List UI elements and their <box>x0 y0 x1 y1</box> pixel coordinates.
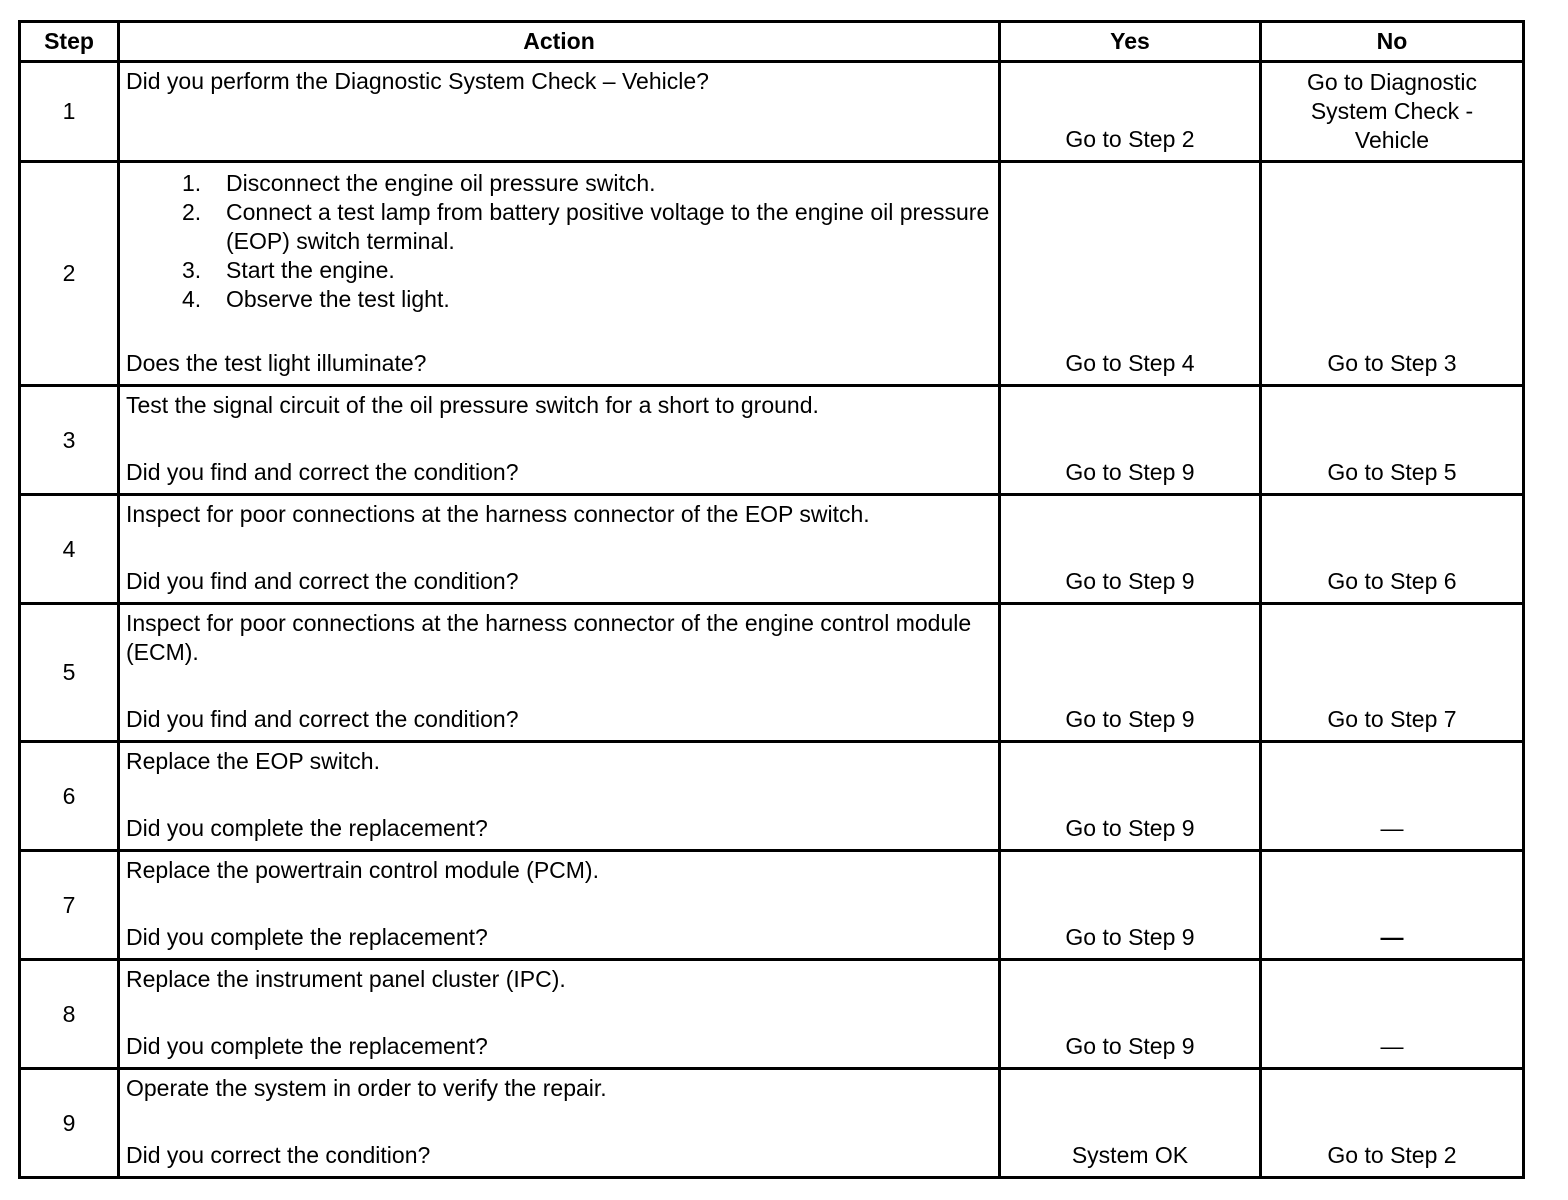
question-text: Did you find and correct the condition? <box>126 568 519 594</box>
yes-cell: Go to Step 9 <box>1000 495 1261 604</box>
header-action: Action <box>119 22 1000 62</box>
list-text: Start the engine. <box>226 257 395 283</box>
header-yes: Yes <box>1000 22 1261 62</box>
no-cell: Go to Step 7 <box>1261 604 1524 742</box>
no-cell: Go to Step 5 <box>1261 386 1524 495</box>
no-cell: — <box>1261 742 1524 851</box>
list-item <box>182 198 992 256</box>
step-number: 9 <box>20 1069 119 1178</box>
no-cell: — <box>1261 851 1524 960</box>
question-text: Did you find and correct the condition? <box>126 459 519 485</box>
step-number: 2 <box>20 162 119 386</box>
action-cell <box>119 960 1000 1069</box>
list-text: Connect a test lamp from battery positive voltage to the engine oil pressure (EOP) switch terminal. <box>226 199 990 254</box>
action-cell <box>119 604 1000 742</box>
question-text: Did you complete the replacement? <box>126 1033 488 1059</box>
yes-cell: System OK <box>1000 1069 1261 1178</box>
list-text: Observe the test light. <box>226 286 450 312</box>
step-number: 7 <box>20 851 119 960</box>
yes-cell: Go to Step 9 <box>1000 960 1261 1069</box>
step-number: 4 <box>20 495 119 604</box>
action-text: Replace the EOP switch. <box>126 748 380 774</box>
list-item <box>182 169 992 198</box>
step-number: 8 <box>20 960 119 1069</box>
action-text: Replace the powertrain control module (PCM). <box>126 857 599 883</box>
list-number: 1. <box>182 170 202 196</box>
yes-cell: Go to Step 9 <box>1000 742 1261 851</box>
no-cell: Go to Step 2 <box>1261 1069 1524 1178</box>
table-row <box>20 62 1524 162</box>
action-text: Replace the instrument panel cluster (IPC). <box>126 966 566 992</box>
step-number: 3 <box>20 386 119 495</box>
question-text: Did you complete the replacement? <box>126 815 488 841</box>
question-text: Did you find and correct the condition? <box>126 706 519 732</box>
action-cell <box>119 742 1000 851</box>
action-cell <box>119 162 1000 386</box>
action-cell <box>119 1069 1000 1178</box>
action-cell <box>119 62 1000 162</box>
yes-cell: Go to Step 9 <box>1000 386 1261 495</box>
action-cell <box>119 386 1000 495</box>
step-number: 1 <box>20 62 119 162</box>
action-cell <box>119 495 1000 604</box>
table-row <box>20 960 1524 1069</box>
list-item <box>182 285 992 314</box>
no-cell: Go to Step 3 <box>1261 162 1524 386</box>
list-number: 2. <box>182 199 202 225</box>
yes-cell: Go to Step 9 <box>1000 851 1261 960</box>
question-text: Does the test light illuminate? <box>126 350 427 376</box>
table-row <box>20 162 1524 386</box>
header-no: No <box>1261 22 1524 62</box>
action-text: Inspect for poor connections at the harness connector of the EOP switch. <box>126 501 870 527</box>
list-item <box>182 256 992 285</box>
action-text: Operate the system in order to verify the repair. <box>126 1075 607 1101</box>
no-text: Go to Diagnostic System Check - Vehicle <box>1306 69 1478 153</box>
question-text: Did you complete the replacement? <box>126 924 488 950</box>
table-row <box>20 604 1524 742</box>
action-text: Did you perform the Diagnostic System Check – Vehicle? <box>126 68 709 94</box>
diagnostic-table <box>18 20 1525 1179</box>
table-row <box>20 742 1524 851</box>
table-row <box>20 495 1524 604</box>
no-cell: Go to Step 6 <box>1261 495 1524 604</box>
table-row <box>20 386 1524 495</box>
action-cell <box>119 851 1000 960</box>
no-cell: — <box>1261 960 1524 1069</box>
step-number: 5 <box>20 604 119 742</box>
header-step: Step <box>20 22 119 62</box>
table-row <box>20 1069 1524 1178</box>
step-number: 6 <box>20 742 119 851</box>
yes-cell: Go to Step 9 <box>1000 604 1261 742</box>
question-text: Did you correct the condition? <box>126 1142 431 1168</box>
header-row <box>20 22 1524 62</box>
list-number: 3. <box>182 257 202 283</box>
no-cell <box>1261 62 1524 162</box>
instruction-list <box>126 167 992 314</box>
table-row <box>20 851 1524 960</box>
yes-cell: Go to Step 4 <box>1000 162 1261 386</box>
action-text: Inspect for poor connections at the harness connector of the engine control module (ECM). <box>126 610 972 665</box>
list-text: Disconnect the engine oil pressure switch. <box>226 170 656 196</box>
list-number: 4. <box>182 286 202 312</box>
yes-cell: Go to Step 2 <box>1000 62 1261 162</box>
action-text: Test the signal circuit of the oil pressure switch for a short to ground. <box>126 392 819 418</box>
